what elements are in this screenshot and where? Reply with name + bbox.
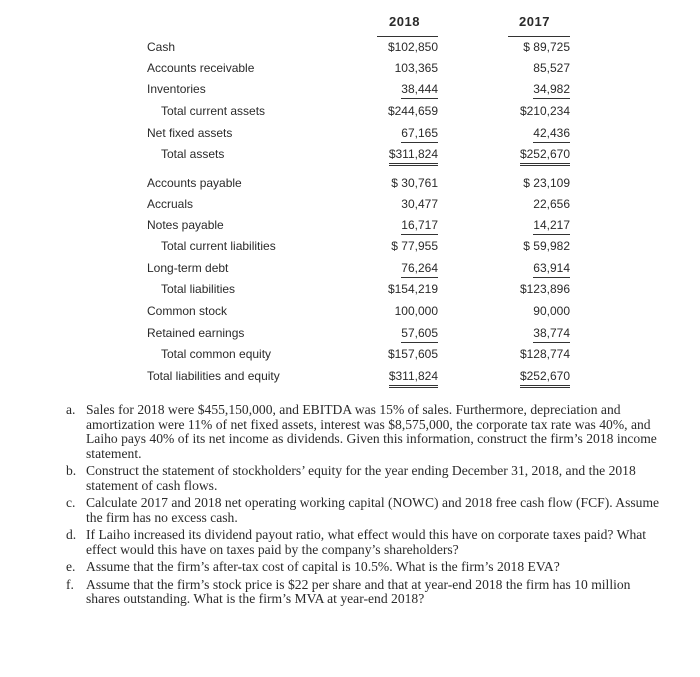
- table-row: [0, 174, 700, 192]
- row-label: Accounts receivable: [147, 61, 255, 75]
- question-item: [60, 528, 660, 557]
- question-letter: b.: [66, 463, 77, 478]
- question-item: [60, 496, 660, 525]
- value-2018: $ 77,955: [391, 239, 438, 253]
- value-2017: 38,774: [533, 324, 570, 343]
- table-row: [0, 259, 700, 277]
- year-header: [0, 14, 700, 34]
- value-2017: $ 23,109: [523, 176, 570, 190]
- table-row: [0, 302, 700, 320]
- table-row: [0, 195, 700, 213]
- value-2017: $252,670: [520, 145, 570, 166]
- row-label: Common stock: [147, 304, 228, 318]
- value-2018: 100,000: [394, 304, 438, 318]
- value-2018: 30,477: [401, 197, 438, 211]
- value-2017: $123,896: [519, 282, 570, 296]
- row-label: Accruals: [147, 197, 194, 211]
- row-label: Long-term debt: [147, 261, 229, 275]
- year-2018-header: 2018: [389, 14, 420, 29]
- row-label: Total current liabilities: [161, 239, 276, 253]
- value-2017: 42,436: [533, 124, 570, 143]
- value-2018: 16,717: [401, 216, 438, 235]
- table-row: [0, 237, 700, 255]
- question-letter: f.: [66, 576, 74, 592]
- row-label: Total liabilities and equity: [147, 369, 280, 383]
- row-label: Inventories: [147, 82, 206, 96]
- value-2018: 57,605: [401, 324, 438, 343]
- value-2018: $154,219: [387, 282, 438, 296]
- value-2018: $311,824: [389, 367, 438, 388]
- value-2017: 22,656: [533, 197, 570, 211]
- row-label: Retained earnings: [147, 326, 245, 340]
- table-row: [0, 102, 700, 120]
- header-rule-2017: [508, 36, 570, 37]
- value-2017: 14,217: [533, 216, 570, 235]
- row-label: Total current assets: [161, 104, 266, 118]
- value-2017: 85,527: [533, 61, 570, 75]
- question-letter: c.: [66, 495, 76, 510]
- question-item: [60, 578, 660, 607]
- value-2017: $210,234: [519, 104, 570, 118]
- value-2018: $311,824: [389, 145, 438, 166]
- row-label: Net fixed assets: [147, 126, 233, 140]
- value-2018: $244,659: [387, 104, 438, 118]
- value-2017: $ 89,725: [523, 40, 570, 54]
- year-2017-header: 2017: [519, 14, 550, 29]
- value-2017: 34,982: [533, 80, 570, 99]
- question-text: Sales for 2018 were $455,150,000, and EBITDA was 15% of sales. Furthermore, depreciation and amortization were 11% of net fixed assets, interest was $8,575,000, the corporate tax rate was 40%, and Laiho pays 40% of its net income as dividends. Given this information, construct the firm’s 2018 income statement.: [86, 402, 657, 461]
- value-2018: 38,444: [401, 80, 438, 99]
- table-row: [0, 367, 700, 385]
- question-item: [60, 403, 660, 461]
- row-label: Cash: [147, 40, 176, 54]
- value-2018: 103,365: [394, 61, 438, 75]
- value-2018: $102,850: [387, 40, 438, 54]
- question-text: If Laiho increased its dividend payout ratio, what effect would this have on corporate taxes paid? What effect would this have on taxes paid by the company’s shareholders?: [86, 527, 647, 557]
- table-row: [0, 145, 700, 163]
- row-label: Accounts payable: [147, 176, 242, 190]
- question-text: Construct the statement of stockholders’ equity for the year ending December 31, 2018, and the 2018 statement of cash flows.: [86, 463, 636, 493]
- value-2017: $252,670: [520, 367, 570, 388]
- value-2017: 90,000: [533, 304, 570, 318]
- value-2018: 76,264: [401, 259, 438, 278]
- value-2018: $ 30,761: [391, 176, 438, 190]
- question-list: [60, 403, 660, 610]
- value-2017: 63,914: [533, 259, 570, 278]
- table-row: [0, 80, 700, 98]
- question-letter: a.: [66, 402, 76, 417]
- question-letter: e.: [66, 559, 76, 574]
- question-text: Assume that the firm’s after-tax cost of capital is 10.5%. What is the firm’s 2018 EVA?: [86, 559, 560, 574]
- question-letter: d.: [66, 527, 77, 542]
- value-2017: $ 59,982: [523, 239, 570, 253]
- table-row: [0, 124, 700, 142]
- table-row: [0, 324, 700, 342]
- table-row: [0, 38, 700, 56]
- row-label: Notes payable: [147, 218, 224, 232]
- value-2017: $128,774: [519, 347, 570, 361]
- question-item: [60, 464, 660, 493]
- table-row: [0, 216, 700, 234]
- table-row: [0, 280, 700, 298]
- header-rule-2018: [377, 36, 438, 37]
- table-row: [0, 59, 700, 77]
- question-text: Calculate 2017 and 2018 net operating working capital (NOWC) and 2018 free cash flow (FCF). Assume the firm has no excess cash.: [86, 495, 660, 525]
- question-item: [60, 560, 660, 575]
- row-label: Total liabilities: [161, 282, 236, 296]
- question-text: Assume that the firm’s stock price is $22 per share and that at year-end 2018 the firm has 10 million shares outstanding. What is the firm’s MVA at year-end 2018?: [86, 576, 631, 606]
- row-label: Total common equity: [161, 347, 272, 361]
- row-label: Total assets: [161, 147, 225, 161]
- value-2018: 67,165: [401, 124, 438, 143]
- value-2018: $157,605: [387, 347, 438, 361]
- table-row: [0, 345, 700, 363]
